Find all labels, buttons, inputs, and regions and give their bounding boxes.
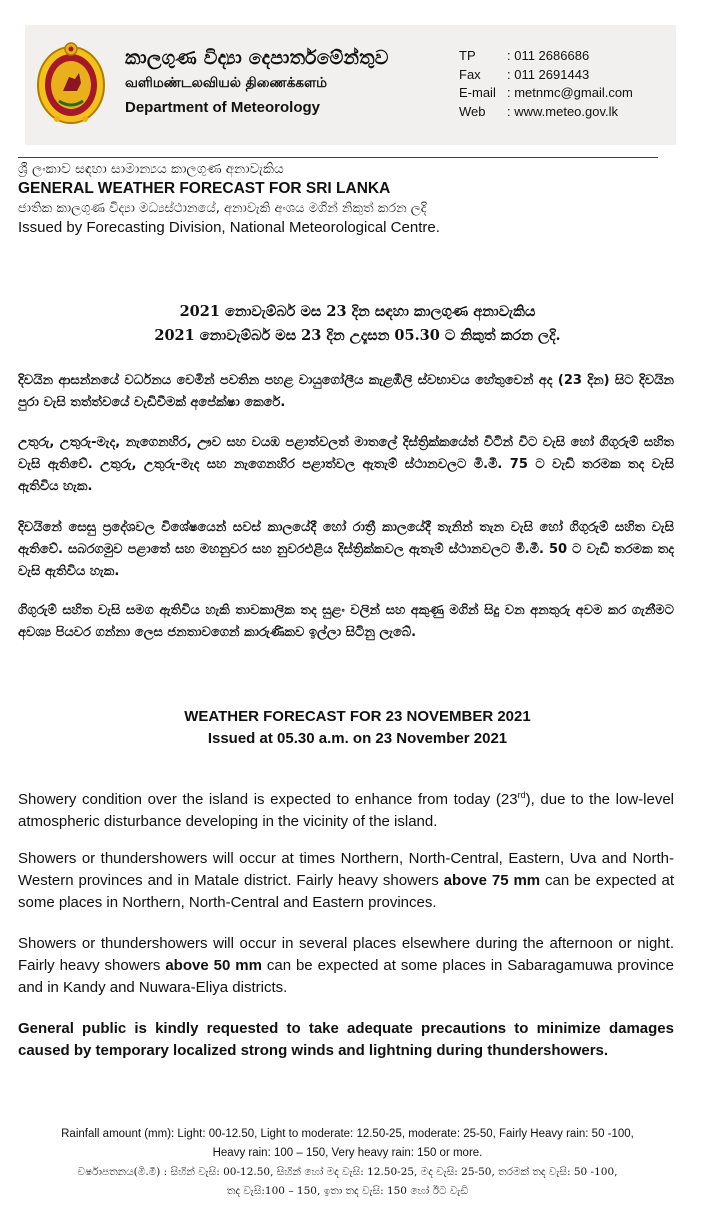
english-forecast-heading: WEATHER FORECAST FOR 23 NOVEMBER 2021 Issued at 05.30 a.m. on 23 November 2021 xyxy=(184,708,531,747)
english-paragraph-2: Showers or thundershowers will occur at times Northern, North-Central, Eastern, Uva and North-Western provinces and in Matale district. Fairly heavy showers above 75 mm can be expected at some places in Northern, North-Central and Eastern provinces. xyxy=(18,850,675,911)
english-paragraph-4: General public is kindly requested to take adequate precautions to minimize damages caused by temporary localized strong winds and lightning during thundershowers. xyxy=(18,1020,674,1059)
contact-block xyxy=(459,47,633,121)
rainfall-legend-english: Rainfall amount (mm): Light: 00-12.50, Light to moderate: 12.50-25, moderate: 25-50, Fairly Heavy rain: 50 -100, Heavy rain: 100 – 150, Very heavy rain: 150 or more. xyxy=(61,1128,634,1159)
dept-name-sinhala: කාලගුණ විද්‍යා දෙපාර්තමේන්තුව xyxy=(125,47,389,69)
sinhala-paragraph-1: දිවයින ආසන්නයේ වර්ධනය වෙමින් පවතින පහළ වායුගෝලීය කැළඹීලි ස්වභාවය හේතුවෙන් අද (23 දින) සිට දිවයින පුරා වැසි තත්ත්වයේ වැඩිවීමක් අපේක්ෂා කෙරේ. xyxy=(18,373,674,410)
department-names xyxy=(125,47,389,116)
sinhala-paragraph-2: උතුරු, උතුරු-මැද, නැගෙනහිර, ඌව සහ වයඹ පළාත්වලත් මාතලේ දිස්ත්‍රික්කයේත් විටින් විට වැසි හෝ ගිගුරුම් සහිත වැසි ඇතිවේ. උතුරු, උතුරු-මැද සහ නැගෙනහිර පළාත්වල ඇතැම් ස්ථානවලට මි.මී. 75 ට වැඩි තරමක තද වැසි ඇතිවිය හැක. xyxy=(18,435,674,494)
sinhala-paragraph-3: දිවයිනේ සෙසු ප්‍රදේශවල විශේෂයෙන් සවස් කාලයේදී හෝ රාත්‍රී කාලයේදී තැනින් තැන වැසි හෝ ගිගුරුම් සහිත වැසි ඇතිවේ. සබරගමුව පළාතේ සහ මහනුවර සහ නුවරඑළිය දිස්ත්‍රික්කවල ඇතැම් ස්ථානවලට මි.මී. 50 ට වැඩි තරමක තද වැසි ඇතිවිය හැක. xyxy=(18,520,674,579)
dept-name-english: Department of Meteorology xyxy=(125,99,321,116)
divider xyxy=(18,157,658,158)
contact-email: E-mail : metnmc@gmail.com xyxy=(459,85,633,100)
dept-name-tamil: வளிமண்டலவியல் திணைக்களம் xyxy=(125,75,328,91)
intro-issuer-sinhala: ජාතික කාලගුණ විද්‍යා මධ්‍යස්ථානයේ, අනාවැකි අංශය මගින් නිකුත් කරන ලදි xyxy=(18,201,427,216)
contact-phone: TP : 011 2686686 xyxy=(459,48,590,63)
contact-fax: Fax : 011 2691443 xyxy=(459,66,590,82)
sri-lanka-emblem-icon xyxy=(35,39,107,127)
contact-web: Web : www.meteo.gov.lk xyxy=(459,103,619,119)
rainfall-legend-sinhala: වර්ෂාපතනය(මි.මී) : සිහින් වැසි: 00-12.50, සිහින් හෝ මද වැසි: 12.50-25, මද වැසි: 25-50, තරමක් තද වැසි: 50 -100, තද වැසි:100 – 150, ඉතා තද වැසි: 150 හෝ ඊට වැඩි xyxy=(77,1166,618,1197)
intro-title-sinhala: ශ්‍රී ලංකාව සඳහා සාමාන්‍යය කාලගුණ අනාවැකිය xyxy=(18,161,284,177)
document-intro xyxy=(18,161,440,236)
english-paragraph-3: Showers or thundershowers will occur in several places elsewhere during the afternoon or night. Fairly heavy showers above 50 mm can be expected at some places in Sabaragamuwa province and in Kandy and Nuwara-Eliya districts. xyxy=(18,935,675,996)
english-paragraph-1: Showery condition over the island is expected to enhance from today (23rd), due to the low-level atmospheric disturbance developing in the vicinity of the island. xyxy=(18,790,674,830)
letterhead xyxy=(25,25,676,145)
sinhala-paragraph-4: ගිගුරුම් සහිත වැසි සමග ඇතිවිය හැකි තාවකාලික තද සුළං වලින් සහ අකුණු මගින් සිදු වන අනතුරු අවම කර ගැනීමට අවශ්‍ය පියවර ගන්නා ලෙස ජනතාවගෙන් කාරුණිකව ඉල්ලා සිටිනු ලැබේ. xyxy=(18,603,674,640)
sinhala-forecast-heading: 2021 නොවැම්බර් මස 23 දින සඳහා කාලගුණ අනාවැකිය 2021 නොවැම්බර් මස 23 දින උදෑසන 05.30 ට නිකුත් කරන ලදි. xyxy=(154,303,561,344)
intro-issuer-english: Issued by Forecasting Division, National Meteorological Centre. xyxy=(18,219,440,236)
intro-title-english: GENERAL WEATHER FORECAST FOR SRI LANKA xyxy=(18,180,391,197)
